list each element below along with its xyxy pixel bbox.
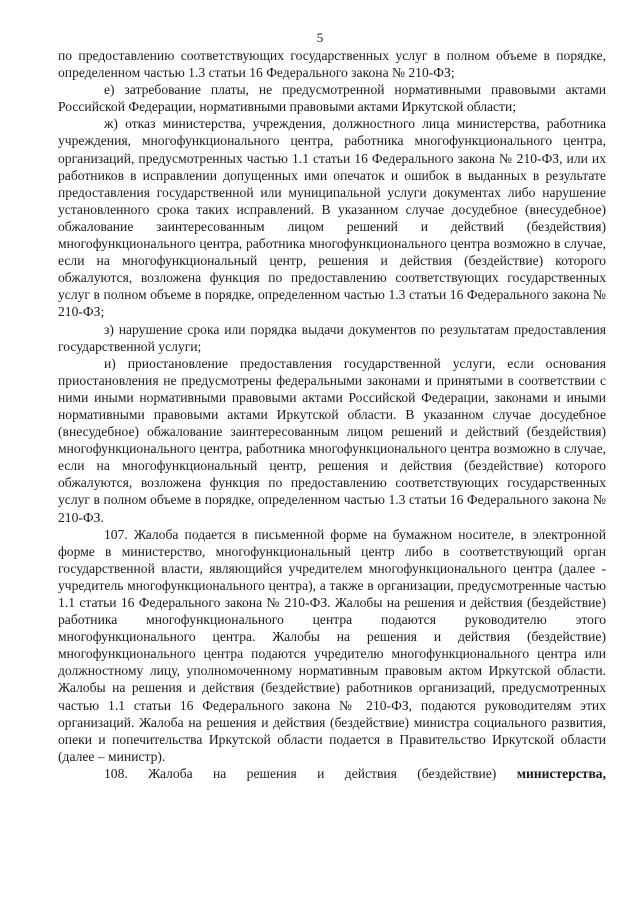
document-body (58, 47, 606, 782)
page-number: 5 (316, 30, 324, 45)
paragraph-108-text: 108. Жалоба на решения и действия (бездействие) (104, 765, 497, 781)
paragraph-item-i: и) приостановление предоставления государственной услуги, если основания приостановления не предусмотрены федеральными законами и принятыми в соответствии с ними иными нормативными правовыми актами Российской Федерации, законами и иными нормативными правовыми актами Иркутской области. В указанном случае досудебное (внесудебное) обжалование заинтересованным лицом решений и действий (бездействия) многофункционального центра, работника многофункционального центра возможно в случае, если на многофункциональный центр, решения и действия (бездействие) которого обжалуются, возложена функция по предоставлению соответствующих государственных услуг в полном объеме в порядке, определенном частью 1.3 статьи 16 Федерального закона № 210-ФЗ. (58, 355, 606, 525)
paragraph-108-bold: министерства, (516, 765, 606, 781)
paragraph-107: 107. Жалоба подается в письменной форме на бумажном носителе, в электронной форме в министерство, многофункциональный центр либо в соответствующий орган государственной власти, являющийся учредителем многофункционального центра (далее - учредитель многофункционального центра), а также в организации, предусмотренные частью 1.1 статьи 16 Федерального закона № 210-ФЗ. Жалобы на решения и действия (бездействие) работника многофункционального центра подаются руководителю этого многофункционального центра. Жалобы на решения и действия (бездействие) многофункционального центра подаются учредителю многофункционального центра или должностному лицу, уполномоченному нормативным правовым актом Иркутской области. Жалобы на решения и действия (бездействие) работников организаций, предусмотренных частью 1.1 статьи 16 Федерального закона № 210-ФЗ, подаются руководителям этих организаций. Жалоба на решения и действия (бездействие) министра социального развития, опеки и попечительства Иркутской области подается в Правительство Иркутской области (далее – министр). (58, 526, 606, 764)
paragraph-continuation: по предоставлению соответствующих государственных услуг в полном объеме в порядке, определенном частью 1.3 статьи 16 Федерального закона № 210-ФЗ; (58, 48, 606, 81)
paragraph-item-zh: ж) отказ министерства, учреждения, должностного лица министерства, работника учреждения, многофункционального центра, работника многофункционального центра, организаций, предусмотренных частью 1.1 статьи 16 Федерального закона № 210-ФЗ, или их работников в исправлении допущенных ими опечаток и ошибок в выданных в результате предоставления государственной или муниципальной услуги документах либо нарушение установленного срока таких исправлений. В указанном случае досудебное (внесудебное) обжалование заинтересованным лицом решений и действий (бездействия) многофункционального центра, работника многофункционального центра возможно в случае, если на многофункциональный центр, решения и действия (бездействие) которого обжалуются, возложена функция по предоставлению соответствующих государственных услуг в полном объеме в порядке, определенном частью 1.3 статьи 16 Федерального закона № 210-ФЗ; (58, 116, 606, 320)
paragraph-108 (58, 765, 606, 782)
paragraph-item-z: з) нарушение срока или порядка выдачи документов по результатам предоставления государственной услуги; (58, 321, 606, 354)
paragraph-item-e: е) затребование платы, не предусмотренной нормативными правовыми актами Российской Федерации, нормативными правовыми актами Иркутской области; (58, 82, 606, 115)
